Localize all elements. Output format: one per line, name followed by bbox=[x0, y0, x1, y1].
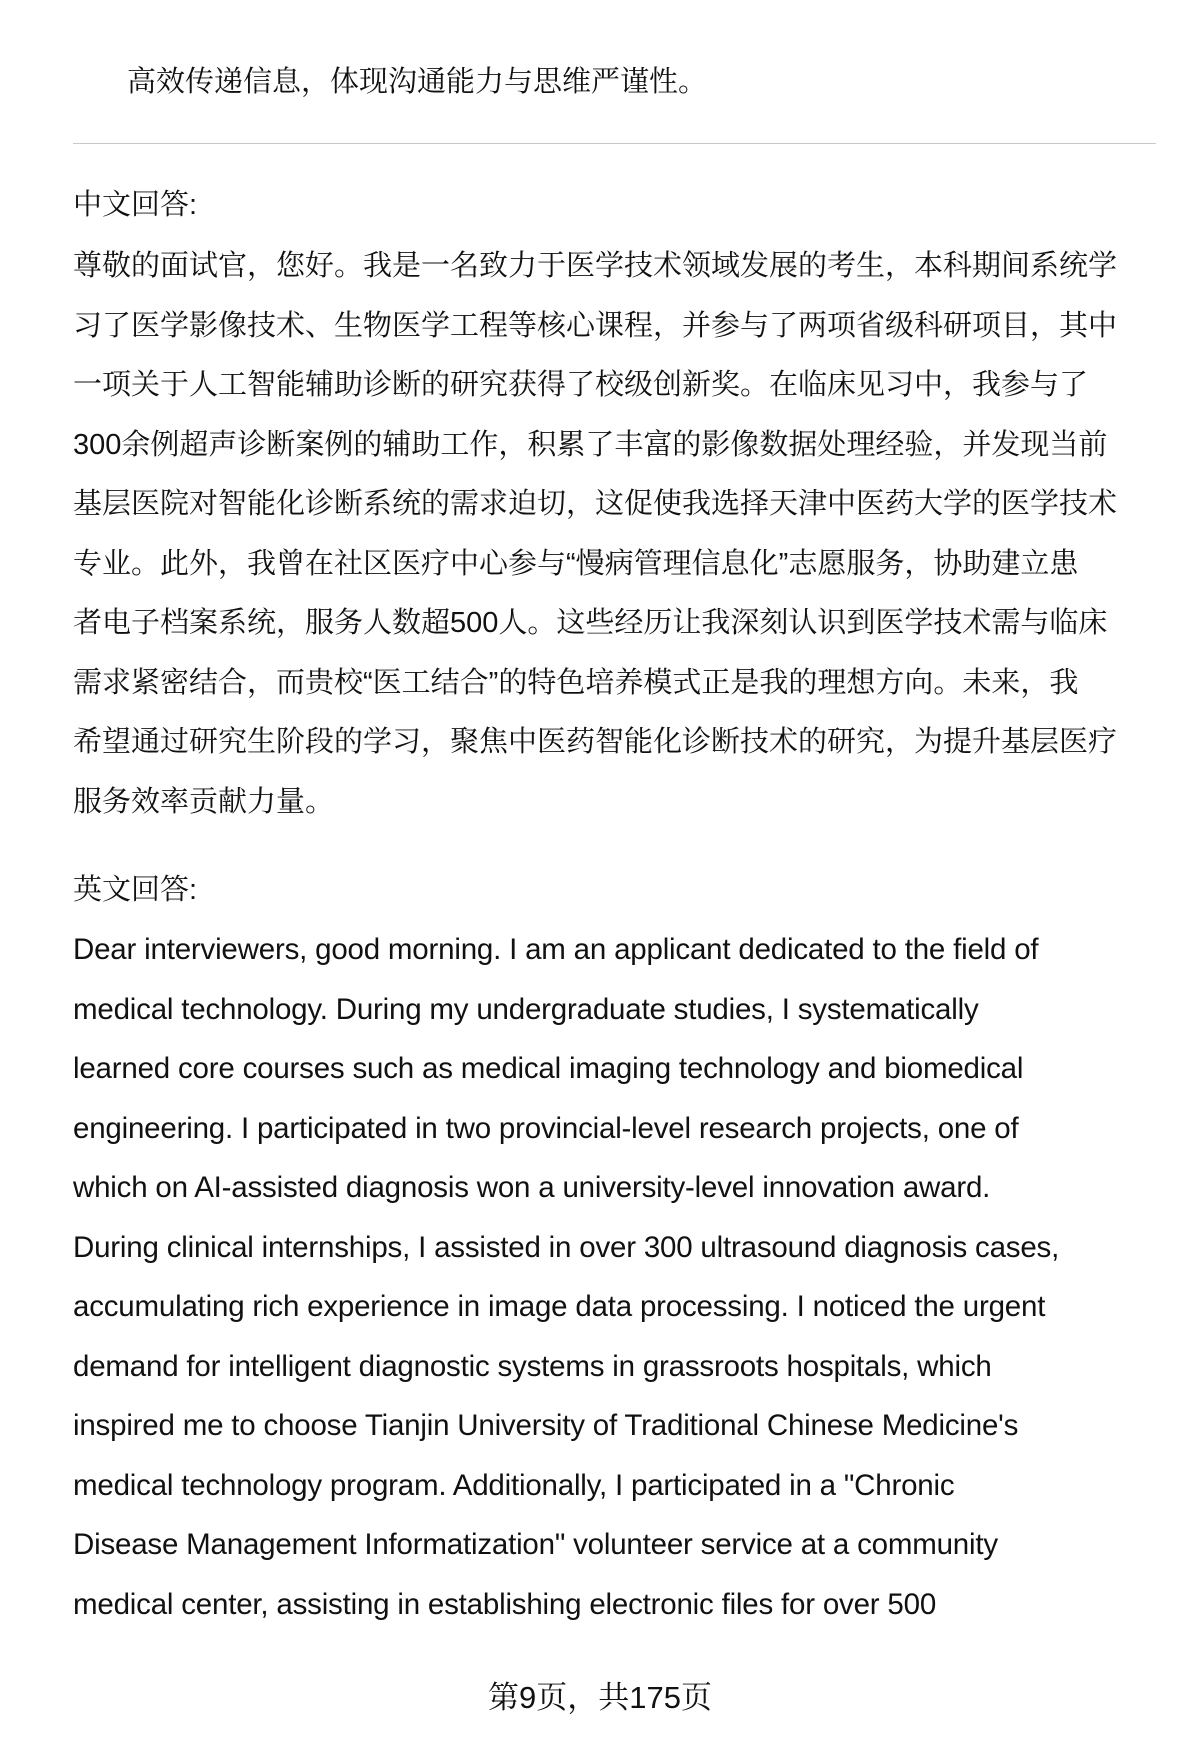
paragraph-line: 基层医院对智能化诊断系统的需求迫切，这促使我选择天津中医药大学的医学技术 bbox=[73, 488, 1118, 520]
page-number: 第9页，共175页 bbox=[488, 1680, 712, 1715]
paragraph-line: demand for intelligent diagnostic systems in grassroots hospitals, which bbox=[73, 1349, 992, 1383]
paragraph-line: 希望通过研究生阶段的学习，聚焦中医药智能化诊断技术的研究，为提升基层医疗 bbox=[73, 726, 1118, 758]
divider bbox=[73, 143, 1156, 144]
paragraph-line: which on AI-assisted diagnosis won a university-level innovation award. bbox=[73, 1171, 991, 1204]
paragraph-line: 者电子档案系统，服务人数超500人。这些经历让我深刻认识到医学技术需与临床 bbox=[73, 607, 1108, 639]
english-answer-body bbox=[73, 920, 1173, 1634]
paragraph-line: medical center, assisting in establishing electronic files for over 500 bbox=[73, 1587, 937, 1621]
paragraph-line: learned core courses such as medical imaging technology and biomedical bbox=[73, 1052, 1024, 1085]
paragraph-line: medical technology. During my undergraduate studies, I systematically bbox=[73, 992, 979, 1026]
paragraph-line: inspired me to choose Tianjin University of Traditional Chinese Medicine's bbox=[73, 1409, 1019, 1442]
paragraph-line: 尊敬的面试官，您好。我是一名致力于医学技术领域发展的考生，本科期间系统学 bbox=[73, 250, 1118, 282]
paragraph-line: engineering. I participated in two provincial-level research projects, one of bbox=[73, 1111, 1019, 1145]
paragraph-line: During clinical internships, I assisted in over 300 ultrasound diagnosis cases, bbox=[73, 1230, 1060, 1264]
paragraph-line: 需求紧密结合，而贵校“医工结合”的特色培养模式正是我的理想方向。未来，我 bbox=[73, 666, 1079, 699]
paragraph-line: 专业。此外，我曾在社区医疗中心参与“慢病管理信息化”志愿服务，协助建立患 bbox=[73, 547, 1079, 580]
paragraph-line: medical technology program. Additionally, I participated in a "Chronic bbox=[73, 1468, 955, 1502]
chinese-answer-label: 中文回答: bbox=[73, 189, 198, 221]
english-answer-label: 英文回答: bbox=[73, 874, 198, 906]
paragraph-line: 300余例超声诊断案例的辅助工作，积累了丰富的影像数据处理经验，并发现当前 bbox=[73, 428, 1108, 461]
intro-line: 高效传递信息，体现沟通能力与思维严谨性。 bbox=[127, 66, 708, 98]
paragraph-line: 习了医学影像技术、生物医学工程等核心课程，并参与了两项省级科研项目，其中 bbox=[73, 309, 1118, 342]
paragraph-line: Disease Management Informatization" volunteer service at a community bbox=[73, 1528, 998, 1561]
paragraph-line: 一项关于人工智能辅助诊断的研究获得了校级创新奖。在临床见习中，我参与了 bbox=[73, 369, 1089, 401]
paragraph-line: accumulating rich experience in image data processing. I noticed the urgent bbox=[73, 1290, 1046, 1323]
chinese-answer-body bbox=[73, 237, 1173, 832]
paragraph-line: 服务效率贡献力量。 bbox=[73, 785, 335, 818]
paragraph-line: Dear interviewers, good morning. I am an applicant dedicated to the field of bbox=[73, 933, 1039, 966]
